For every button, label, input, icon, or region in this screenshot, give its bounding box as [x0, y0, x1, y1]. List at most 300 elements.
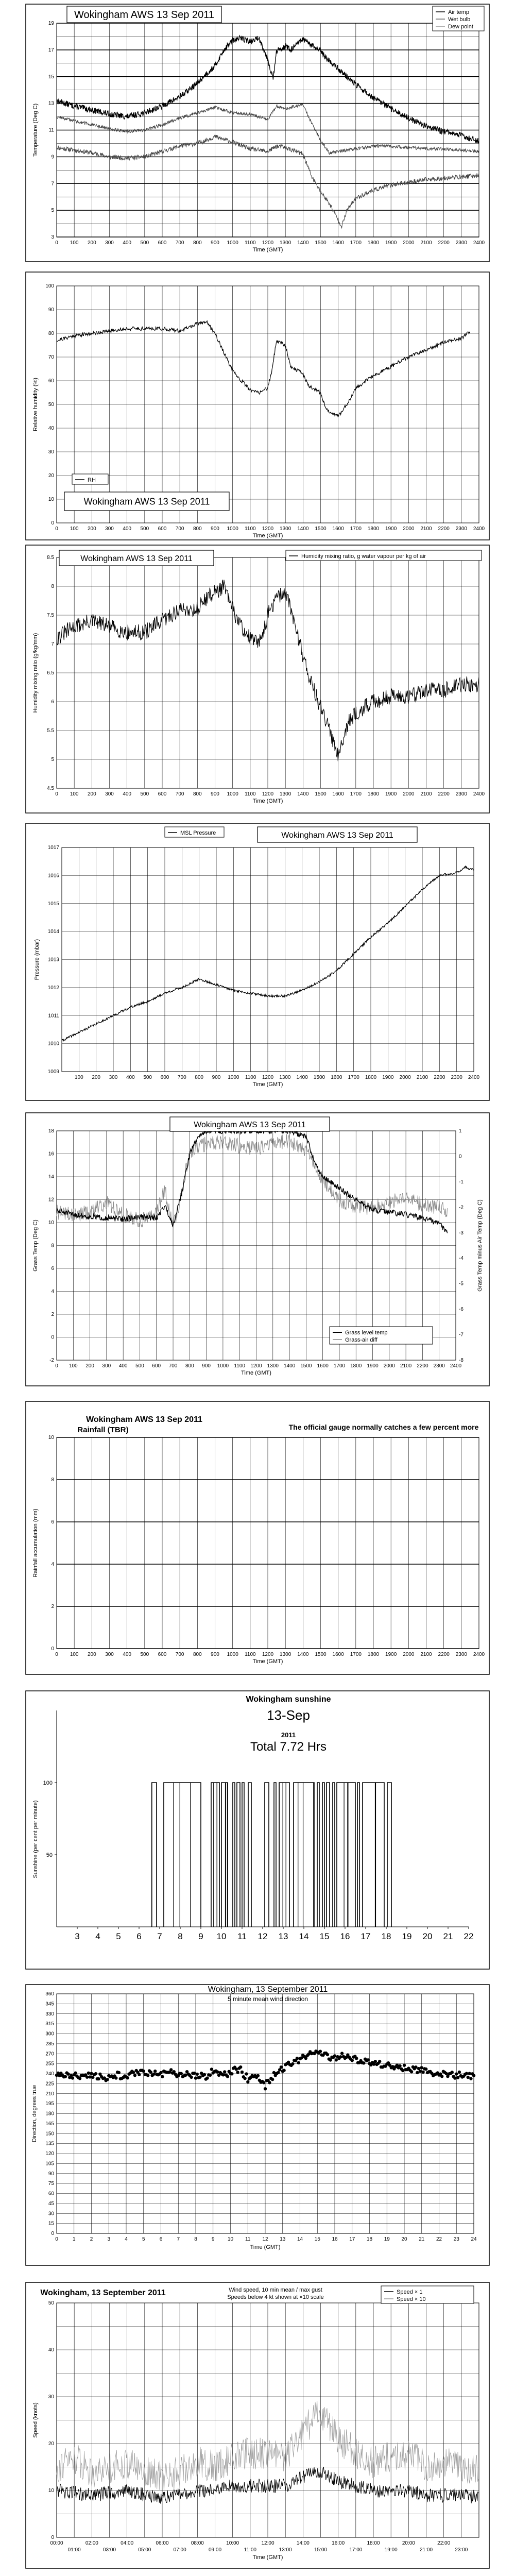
x-tick-label: 1700 [350, 1652, 362, 1657]
y-tick-label: 50 [48, 402, 54, 408]
x-tick-label: 23 [453, 2236, 459, 2242]
panel-frame [26, 1691, 489, 1969]
y-tick-label: 6 [51, 1266, 54, 1272]
x-tick-label: 1900 [385, 240, 397, 246]
y-tick-label: 7 [51, 641, 54, 647]
chart-panel-pressure [26, 823, 489, 1100]
x-tick-label: 1900 [385, 791, 397, 797]
direction-point [455, 2072, 458, 2075]
x-tick-label: 2300 [455, 526, 467, 532]
direction-point [472, 2074, 475, 2077]
x-tick-label: 700 [168, 1363, 178, 1369]
x-tick-label: 21 [443, 1931, 453, 1941]
x-tick-label: 1700 [348, 1075, 359, 1080]
direction-point [414, 2065, 417, 2069]
y-tick-label: 7.5 [47, 613, 54, 618]
x-tick-label: 19 [384, 2236, 390, 2242]
x-tick-label: 1200 [262, 526, 274, 532]
direction-point [90, 2072, 93, 2075]
x-tick-label: 6 [136, 1931, 142, 1941]
y-tick-label: 105 [45, 2161, 54, 2167]
x-tick-label: 300 [105, 791, 114, 797]
chart-panel-direction [26, 1985, 489, 2265]
direction-point [133, 2074, 136, 2077]
y-tick-label: 40 [48, 2347, 54, 2353]
x-tick-label: 2200 [438, 240, 450, 246]
legend-entry: Humidity mixing ratio, g water vapour per kg of air [301, 553, 426, 560]
y-tick-label: 6 [51, 1519, 54, 1525]
panel-frame [26, 1401, 489, 1674]
y2-tick-label: 1 [459, 1128, 462, 1134]
x-tick-label: 1900 [385, 1652, 397, 1657]
direction-point [378, 2060, 381, 2063]
x-tick-label: 500 [140, 240, 149, 246]
y-tick-label: 4 [51, 1289, 54, 1295]
direction-point [424, 2067, 427, 2071]
y-tick-label: 180 [45, 2111, 54, 2117]
x-tick-label: 300 [105, 1652, 114, 1657]
direction-point [280, 2065, 283, 2069]
x-tick-label: 7 [177, 2236, 180, 2242]
x-tick-label: 900 [211, 1652, 219, 1657]
x-tick-label: 0 [55, 1652, 58, 1657]
direction-point [245, 2072, 248, 2075]
x-tick-label: 100 [70, 791, 79, 797]
x-tick-label: 700 [175, 1652, 184, 1657]
x-tick-label: 1600 [331, 1075, 342, 1080]
x-tick-label: 24 [471, 2236, 477, 2242]
direction-point [419, 2070, 422, 2073]
direction-point [440, 2075, 443, 2078]
direction-point [221, 2073, 225, 2076]
x-tick-label: 2100 [420, 526, 432, 532]
y-tick-label: 70 [48, 354, 54, 360]
y-tick-label: 1012 [47, 985, 59, 991]
direction-point [78, 2077, 81, 2080]
x-tick-label: 300 [105, 240, 114, 246]
direction-point [184, 2074, 187, 2077]
x-tick-label: 1500 [315, 1652, 327, 1657]
direction-point [190, 2076, 193, 2079]
x-tick-label: 2100 [400, 1363, 412, 1369]
y-tick-label: 285 [45, 2041, 54, 2047]
x-tick-label: 1000 [227, 1652, 238, 1657]
x-tick-label: 1800 [367, 791, 380, 797]
x-tick-label: 1000 [227, 526, 238, 532]
direction-point [146, 2074, 149, 2077]
x-tick-label: 11 [237, 1931, 247, 1941]
y-tick-label: 19 [48, 21, 54, 26]
y-tick-label: 10 [48, 2488, 54, 2494]
y-tick-label: 1011 [48, 1013, 59, 1019]
x-tick-label: 2400 [473, 1652, 485, 1657]
direction-point [114, 2076, 117, 2079]
x-tick-label: 20 [422, 1931, 433, 1941]
y-axis-label: Speed (knots) [32, 2402, 39, 2438]
y-tick-label: 2 [51, 1312, 54, 1317]
x-tick-label: 14:00 [296, 2540, 310, 2546]
chart-title: Wokingham sunshine [246, 1695, 331, 1704]
y-tick-label: 3 [51, 234, 54, 240]
y-tick-label: 270 [45, 2051, 54, 2057]
x-tick-label: 3 [107, 2236, 111, 2242]
direction-point [169, 2068, 173, 2071]
x-tick-label: 1300 [267, 1363, 279, 1369]
y-tick-label: 45 [48, 2200, 54, 2207]
x-tick-label: 2000 [403, 1652, 415, 1657]
y-axis-label: Humidity mixing ratio (g/kg/mm) [32, 633, 39, 713]
x-axis-label: Time (GMT) [250, 2244, 281, 2250]
x-tick-label: 1200 [262, 240, 274, 246]
y-tick-label: 1017 [47, 845, 59, 851]
y-tick-label: 30 [48, 449, 54, 455]
x-tick-label: 800 [185, 1363, 194, 1369]
x-tick-label: 2200 [434, 1075, 445, 1080]
direction-point [297, 2061, 300, 2064]
direction-point [230, 2072, 233, 2075]
x-tick-label: 1100 [245, 526, 256, 532]
x-tick-label: 07:00 [173, 2547, 186, 2553]
x-tick-label: 0 [55, 2236, 58, 2242]
y2-axis-label: Grass Temp minus Air Temp (Deg C) [477, 1199, 483, 1292]
y-tick-label: 10 [48, 1220, 54, 1226]
x-tick-label: 8 [178, 1931, 183, 1941]
direction-point [451, 2071, 454, 2074]
chart-subtitle-2: Speeds below 4 kt shown at ×10 scale [227, 2294, 324, 2300]
x-tick-label: 15 [319, 1931, 330, 1941]
x-tick-label: 0 [55, 1363, 58, 1369]
y-tick-label: 1013 [47, 957, 59, 963]
y-tick-label: 10 [48, 1435, 54, 1440]
x-tick-label: 900 [202, 1363, 211, 1369]
direction-point [467, 2076, 470, 2079]
x-tick-label: 500 [135, 1363, 144, 1369]
y-tick-label: 75 [48, 2181, 54, 2187]
y-tick-label: 5 [51, 208, 54, 214]
chart-panel-rain [26, 1401, 489, 1674]
x-tick-label: 1600 [332, 1652, 344, 1657]
x-tick-label: 1500 [313, 1075, 325, 1080]
y2-tick-label: -6 [459, 1307, 464, 1313]
direction-point [203, 2073, 206, 2076]
direction-point [374, 2060, 377, 2063]
chart-panel-wind [26, 2282, 489, 2568]
x-tick-label: 500 [140, 791, 149, 797]
direction-point [198, 2076, 201, 2079]
x-axis-label: Time (GMT) [252, 2554, 283, 2561]
y-tick-label: 30 [48, 2211, 54, 2217]
x-tick-label: 03:00 [102, 2547, 116, 2553]
x-tick-label: 600 [158, 526, 167, 532]
direction-point [453, 2076, 456, 2079]
direction-point [465, 2072, 468, 2075]
direction-point [193, 2072, 196, 2075]
x-tick-label: 15:00 [314, 2547, 328, 2553]
y2-tick-label: -4 [459, 1256, 464, 1262]
direction-point [138, 2073, 141, 2076]
x-tick-label: 12 [258, 1931, 268, 1941]
direction-point [226, 2075, 229, 2078]
x-tick-label: 800 [195, 1075, 204, 1080]
x-tick-label: 1700 [350, 526, 362, 532]
chart-title: Wokingham AWS 13 Sep 2011 [281, 831, 393, 840]
chart-subtitle: Rainfall (TBR) [77, 1426, 129, 1434]
x-tick-label: 16 [332, 2236, 338, 2242]
direction-point [421, 2071, 424, 2074]
chart-year: 2011 [281, 1731, 296, 1739]
x-tick-label: 2300 [451, 1075, 462, 1080]
direction-point [97, 2077, 100, 2080]
chart-subtitle: 5 minute mean wind direction [227, 1995, 308, 2003]
panel-frame [26, 4, 489, 262]
x-tick-label: 600 [152, 1363, 161, 1369]
x-tick-label: 100 [70, 240, 79, 246]
x-tick-label: 600 [158, 791, 167, 797]
x-tick-label: 00:00 [50, 2540, 63, 2546]
x-tick-label: 1600 [317, 1363, 329, 1369]
x-tick-label: 1500 [315, 791, 327, 797]
direction-point [417, 2067, 420, 2070]
x-tick-label: 100 [70, 526, 79, 532]
y-tick-label: 15 [48, 74, 54, 80]
x-tick-label: 0 [55, 791, 58, 797]
y-tick-label: 11 [48, 127, 54, 133]
y-tick-label: 120 [45, 2151, 54, 2157]
x-tick-label: 1000 [228, 1075, 239, 1080]
direction-point [333, 2054, 336, 2057]
x-tick-label: 600 [160, 1075, 169, 1080]
x-tick-label: 1400 [297, 1652, 309, 1657]
y-tick-label: 255 [45, 2061, 54, 2067]
direction-point [268, 2081, 271, 2084]
direction-point [420, 2066, 423, 2069]
x-tick-label: 17 [360, 1931, 371, 1941]
y-tick-label: 210 [45, 2091, 54, 2097]
x-tick-label: 2300 [455, 791, 467, 797]
direction-point [106, 2078, 109, 2081]
y-tick-label: 0 [51, 1334, 54, 1341]
x-tick-label: 400 [123, 791, 132, 797]
direction-point [296, 2057, 299, 2060]
x-tick-label: 1800 [367, 526, 380, 532]
x-axis-label: Time (GMT) [252, 798, 283, 804]
y-tick-label: 8.5 [47, 555, 54, 561]
x-tick-label: 100 [68, 1363, 78, 1369]
y-tick-label: 8 [51, 1243, 54, 1249]
x-tick-label: 800 [193, 791, 202, 797]
y2-tick-label: -3 [459, 1230, 464, 1236]
direction-point [256, 2074, 260, 2077]
direction-point [64, 2075, 67, 2078]
x-tick-label: 17 [349, 2236, 355, 2242]
chart-title: Wokingham AWS 13 Sep 2011 [83, 496, 210, 507]
y-tick-label: 100 [43, 1780, 53, 1786]
y-axis-label: Direction, degrees true [31, 2084, 38, 2143]
x-tick-label: 2000 [403, 526, 415, 532]
y-tick-label: 7 [51, 181, 54, 187]
direction-point [241, 2071, 244, 2074]
x-tick-label: 20 [401, 2236, 407, 2242]
y-tick-label: 60 [48, 2191, 54, 2197]
chart-date: 13-Sep [267, 1707, 310, 1723]
x-tick-label: 21:00 [419, 2547, 433, 2553]
x-tick-label: 800 [193, 526, 202, 532]
direction-point [456, 2076, 459, 2079]
x-axis-label: Time (GMT) [241, 1370, 271, 1376]
y-tick-label: 9 [51, 154, 54, 160]
y-tick-label: 165 [45, 2121, 54, 2127]
y-tick-label: 8 [51, 1477, 54, 1483]
legend-box [381, 2286, 474, 2303]
x-tick-label: 700 [175, 526, 184, 532]
chart-title: Wokingham AWS 13 Sep 2011 [80, 554, 193, 563]
chart-panel-temperature [26, 4, 489, 262]
x-tick-label: 600 [158, 1652, 167, 1657]
x-tick-label: 200 [87, 240, 96, 246]
y-tick-label: 40 [48, 426, 54, 431]
x-tick-label: 2000 [403, 240, 415, 246]
chart-panel-sunshine [26, 1691, 489, 1969]
x-tick-label: 2100 [420, 240, 432, 246]
direction-point [291, 2062, 294, 2065]
direction-point [329, 2058, 332, 2061]
x-tick-label: 2100 [420, 791, 432, 797]
x-tick-label: 09:00 [208, 2547, 222, 2553]
x-tick-label: 1900 [385, 526, 397, 532]
x-tick-label: 21 [419, 2236, 425, 2242]
y-tick-label: 90 [48, 307, 54, 313]
x-tick-label: 9 [198, 1931, 203, 1941]
x-tick-label: 300 [105, 526, 114, 532]
x-tick-label: 16:00 [332, 2540, 345, 2546]
y-tick-label: 60 [48, 378, 54, 384]
y-tick-label: 30 [48, 2394, 54, 2400]
x-tick-label: 1300 [279, 1075, 291, 1080]
x-tick-label: 18 [381, 1931, 391, 1941]
direction-point [85, 2076, 89, 2079]
x-tick-label: 5 [116, 1931, 121, 1941]
y2-tick-label: -5 [459, 1281, 464, 1287]
direction-point [339, 2055, 342, 2058]
x-tick-label: 1700 [350, 240, 362, 246]
x-tick-label: 1 [72, 2236, 76, 2242]
y-tick-label: 15 [48, 2221, 54, 2227]
x-tick-label: 1300 [280, 526, 291, 532]
x-tick-label: 1100 [245, 240, 256, 246]
x-tick-label: 04:00 [121, 2540, 134, 2546]
y-tick-label: 315 [45, 2021, 54, 2027]
x-tick-label: 1100 [245, 791, 256, 797]
x-tick-label: 2200 [438, 1652, 450, 1657]
x-tick-label: 1300 [280, 240, 291, 246]
x-tick-label: 1200 [262, 1652, 274, 1657]
chart-title: Wokingham, 13 September 2011 [40, 2289, 166, 2297]
legend-entry: RH [88, 477, 96, 483]
x-tick-label: 23:00 [455, 2547, 468, 2553]
direction-point [236, 2071, 239, 2074]
x-tick-label: 400 [123, 1652, 132, 1657]
x-tick-label: 900 [211, 240, 219, 246]
x-tick-label: 9 [211, 2236, 215, 2242]
x-tick-label: 22 [464, 1931, 474, 1941]
direction-point [94, 2072, 97, 2075]
x-tick-label: 2000 [403, 791, 415, 797]
direction-point [403, 2064, 406, 2067]
x-tick-label: 14 [297, 2236, 303, 2242]
x-tick-label: 2400 [473, 791, 485, 797]
y-tick-label: 300 [45, 2031, 54, 2037]
chart-panel-humidity [26, 272, 489, 540]
x-tick-label: 22:00 [437, 2540, 451, 2546]
x-tick-label: 500 [143, 1075, 152, 1080]
x-tick-label: 1800 [350, 1363, 362, 1369]
y-axis-label: Temperature (Deg C) [32, 103, 39, 157]
x-tick-label: 400 [123, 526, 132, 532]
direction-point [326, 2053, 329, 2056]
x-tick-label: 1100 [245, 1652, 256, 1657]
chart-title: Wokingham AWS 13 Sep 2011 [86, 1415, 202, 1424]
x-tick-label: 18:00 [367, 2540, 380, 2546]
y-tick-label: 1015 [47, 901, 59, 907]
y-tick-label: 1009 [47, 1069, 59, 1075]
x-tick-label: 7 [157, 1931, 162, 1941]
x-tick-label: 1700 [350, 791, 362, 797]
direction-point [300, 2056, 303, 2059]
y-tick-label: 5 [51, 757, 54, 762]
x-tick-label: 200 [92, 1075, 101, 1080]
direction-point [458, 2071, 461, 2074]
x-tick-label: 1700 [333, 1363, 346, 1369]
y-tick-label: 0 [51, 2535, 54, 2540]
x-tick-label: 1100 [234, 1363, 245, 1369]
x-axis-label: Time (GMT) [252, 533, 283, 539]
x-tick-label: 19:00 [384, 2547, 398, 2553]
x-tick-label: 10 [216, 1931, 227, 1941]
direction-point [117, 2071, 121, 2074]
x-tick-label: 19 [402, 1931, 412, 1941]
panel-frame [26, 545, 489, 813]
direction-point [89, 2075, 92, 2078]
x-tick-label: 02:00 [85, 2540, 98, 2546]
direction-point [372, 2062, 375, 2065]
chart-panel-mixing [26, 545, 489, 813]
x-tick-label: 100 [70, 1652, 79, 1657]
x-tick-label: 0 [55, 526, 58, 532]
y-tick-label: 16 [48, 1151, 54, 1157]
direction-point [153, 2070, 157, 2073]
direction-point [223, 2070, 226, 2073]
direction-point [87, 2072, 90, 2075]
direction-point [205, 2076, 209, 2079]
direction-point [142, 2070, 145, 2073]
x-tick-label: 1000 [227, 791, 238, 797]
legend-entry: Wet bulb [448, 16, 471, 23]
x-tick-label: 200 [85, 1363, 94, 1369]
x-axis-label: Time (GMT) [252, 1658, 283, 1665]
y-tick-label: 1016 [47, 873, 59, 879]
legend-entry: Grass level temp [345, 1330, 388, 1336]
y-tick-label: 100 [45, 283, 54, 289]
direction-point [264, 2087, 267, 2090]
direction-point [469, 2077, 472, 2080]
legend-entry: Dew point [448, 24, 473, 30]
x-tick-label: 500 [140, 526, 149, 532]
y-tick-label: 1014 [47, 929, 59, 935]
x-tick-label: 08:00 [191, 2540, 204, 2546]
x-tick-label: 10:00 [226, 2540, 239, 2546]
direction-point [149, 2071, 152, 2074]
legend-entry: MSL Pressure [180, 830, 216, 836]
